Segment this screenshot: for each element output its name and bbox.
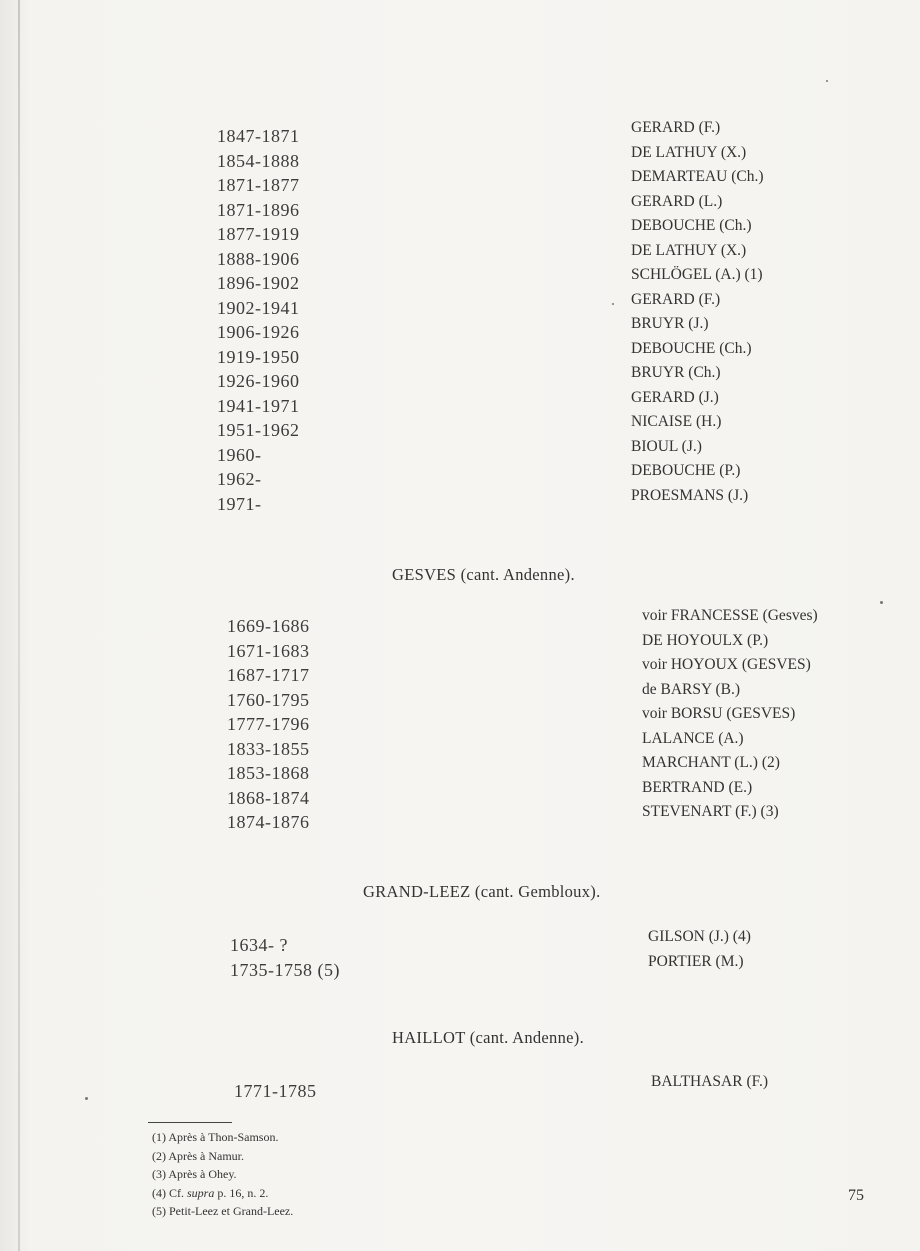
period: 1871-1896 bbox=[217, 199, 300, 220]
person-name: GERARD (J.) bbox=[631, 388, 719, 406]
person-name: DEBOUCHE (Ch.) bbox=[631, 339, 752, 357]
period: 1671-1683 bbox=[227, 640, 310, 661]
person-name: BRUYR (Ch.) bbox=[631, 364, 721, 381]
person-name: PORTIER (M.) bbox=[648, 952, 744, 970]
person-name: BRUYR (J.) bbox=[631, 315, 709, 332]
person-name: GERARD (F.) bbox=[631, 119, 721, 136]
person-name: DE HOYOULX (P.) bbox=[642, 631, 769, 649]
period: 1833-1855 bbox=[227, 738, 310, 759]
scan-speck bbox=[826, 80, 828, 82]
person-name: PROESMANS (J.) bbox=[631, 486, 749, 504]
names-column bbox=[642, 604, 818, 825]
person-name: STEVENART (F.) (3) bbox=[642, 803, 779, 820]
period: 1771-1785 bbox=[234, 1081, 317, 1101]
period: 1951-1962 bbox=[217, 420, 300, 440]
period: 1847-1871 bbox=[217, 126, 300, 146]
person-name: MARCHANT (L.) (2) bbox=[642, 754, 780, 771]
person-name: DE LATHUY (X.) bbox=[631, 143, 747, 161]
page-number: 75 bbox=[848, 1187, 864, 1204]
page-edge-shadow bbox=[18, 0, 20, 1251]
period: 1919-1950 bbox=[217, 346, 300, 367]
period: 1854-1888 bbox=[217, 150, 300, 171]
period: 1877-1919 bbox=[217, 224, 300, 244]
footnote: (2) Après à Namur. bbox=[152, 1148, 244, 1163]
section-heading-grand-leez: GRAND-LEEZ (cant. Gembloux). bbox=[363, 882, 601, 901]
person-name: SCHLÖGEL (A.) (1) bbox=[631, 266, 763, 283]
period: 1926-1960 bbox=[217, 371, 300, 391]
person-name: voir BORSU (GESVES) bbox=[642, 705, 796, 722]
periods-column bbox=[227, 614, 310, 835]
period: 1777-1796 bbox=[227, 714, 310, 734]
section-heading-haillot: HAILLOT (cant. Andenne). bbox=[392, 1028, 585, 1047]
person-name: DE LATHUY (X.) bbox=[631, 241, 747, 259]
period: 1735-1758 (5) bbox=[230, 959, 340, 980]
period: 1962- bbox=[217, 469, 262, 489]
person-name: GERARD (L.) bbox=[631, 192, 723, 210]
period: 1960- bbox=[217, 444, 262, 465]
person-name: de BARSY (B.) bbox=[642, 680, 741, 698]
period: 1906-1926 bbox=[217, 322, 300, 342]
footnote: (3) Après à Ohey. bbox=[152, 1167, 237, 1181]
person-name: LALANCE (A.) bbox=[642, 729, 744, 747]
person-name: BIOUL (J.) bbox=[631, 437, 702, 455]
period: 1669-1686 bbox=[227, 616, 310, 636]
period: 1868-1874 bbox=[227, 787, 310, 808]
person-name: voir FRANCESSE (Gesves) bbox=[642, 607, 818, 624]
person-name: voir HOYOUX (GESVES) bbox=[642, 656, 811, 673]
footnotes bbox=[152, 1128, 293, 1221]
person-name: GERARD (F.) bbox=[631, 290, 721, 308]
person-name: DEBOUCHE (P.) bbox=[631, 462, 741, 479]
period: 1687-1717 bbox=[227, 665, 310, 685]
period: 1902-1941 bbox=[217, 297, 300, 318]
footnote: (4) Cf. supra p. 16, n. 2. bbox=[152, 1185, 269, 1200]
period: 1634- ? bbox=[230, 935, 288, 955]
period: 1871-1877 bbox=[217, 175, 300, 195]
person-name: DEBOUCHE (Ch.) bbox=[631, 217, 752, 234]
period: 1874-1876 bbox=[227, 812, 310, 832]
names-column bbox=[651, 1070, 768, 1095]
period: 1760-1795 bbox=[227, 689, 310, 710]
periods-column bbox=[234, 1079, 317, 1104]
footnote: (1) Après à Thon-Samson. bbox=[152, 1130, 279, 1144]
footnote-divider bbox=[148, 1122, 232, 1123]
period: 1971- bbox=[217, 493, 262, 514]
scan-speck bbox=[85, 1097, 88, 1100]
periods-column bbox=[217, 124, 300, 516]
periods-column bbox=[230, 933, 340, 982]
period: 1853-1868 bbox=[227, 763, 310, 783]
period: 1941-1971 bbox=[217, 395, 300, 416]
period: 1896-1902 bbox=[217, 273, 300, 293]
person-name: DEMARTEAU (Ch.) bbox=[631, 168, 764, 185]
section-heading-gesves: GESVES (cant. Andenne). bbox=[392, 565, 575, 584]
person-name: BERTRAND (E.) bbox=[642, 778, 753, 796]
footnote: (5) Petit-Leez et Grand-Leez. bbox=[152, 1204, 294, 1218]
scan-speck bbox=[880, 601, 883, 604]
names-column bbox=[648, 925, 751, 974]
person-name: GILSON (J.) (4) bbox=[648, 928, 751, 945]
person-name: BALTHASAR (F.) bbox=[651, 1073, 769, 1090]
scan-speck bbox=[612, 303, 614, 305]
period: 1888-1906 bbox=[217, 248, 300, 269]
names-column bbox=[631, 116, 764, 508]
person-name: NICAISE (H.) bbox=[631, 413, 722, 430]
